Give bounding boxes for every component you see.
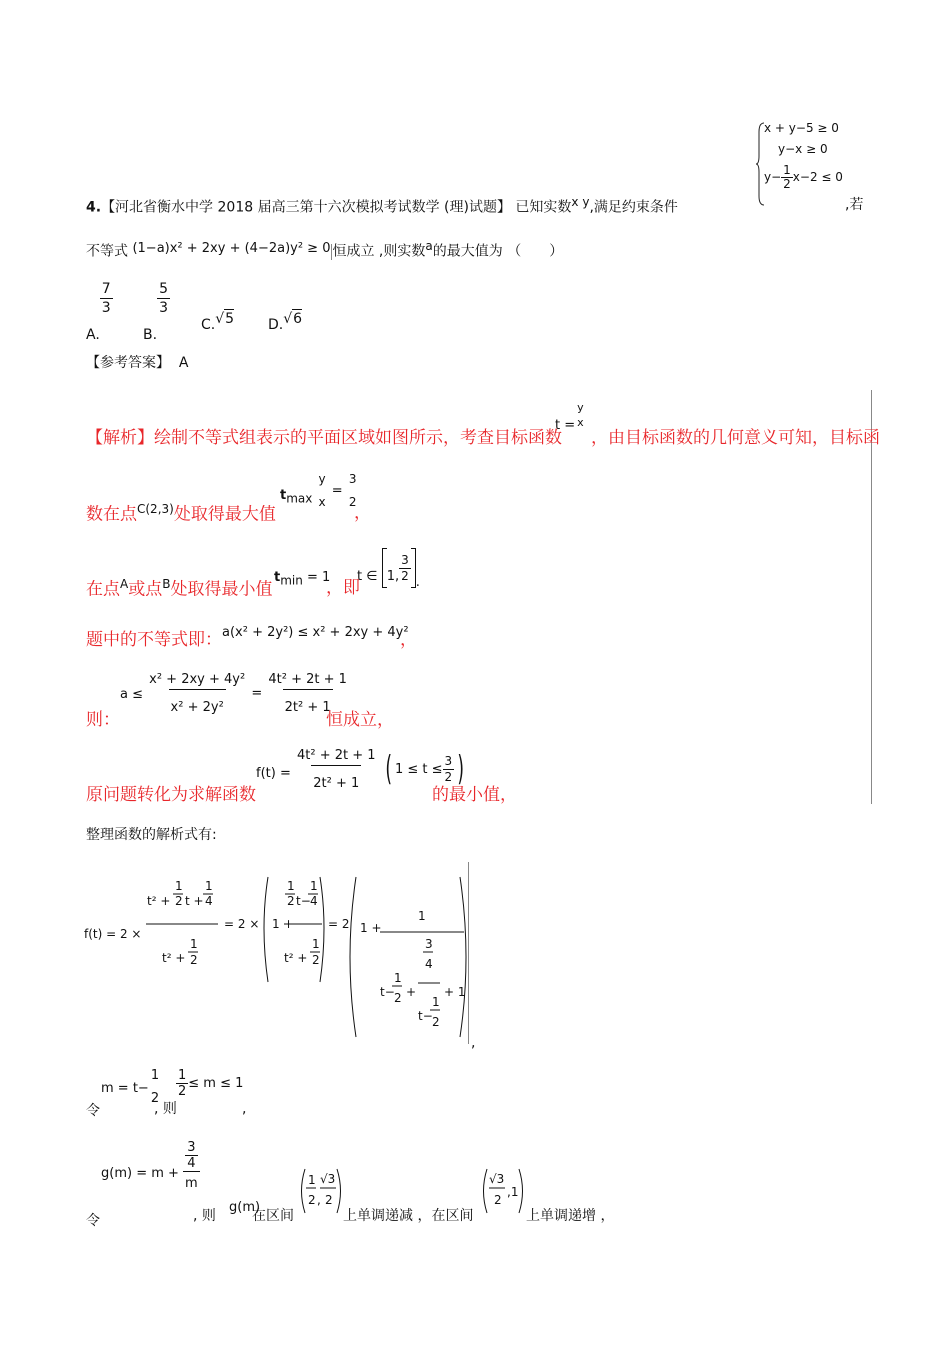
svg-text:4: 4 xyxy=(205,894,213,908)
work-heading: 整理函数的解析式有: xyxy=(86,827,217,843)
inequality-a-formula: a(x² + 2y²) ≤ x² + 2xy + 4y² xyxy=(222,625,409,640)
svg-text:2: 2 xyxy=(494,1193,502,1207)
svg-text:t² +: t² + xyxy=(162,951,186,965)
svg-text:3: 3 xyxy=(425,937,433,951)
tmin-formula: $t_{min} = 1$ xyxy=(274,570,331,588)
svg-text:t² +: t² + xyxy=(284,951,308,965)
svg-text:1: 1 xyxy=(312,937,320,951)
inequality-formula: (1−a)x² + 2xy + (4−2a)y² ≥ 0 xyxy=(132,240,331,256)
svg-text:= 2: = 2 xyxy=(328,917,350,931)
then-1: , 则 xyxy=(154,1101,177,1117)
svg-text:2: 2 xyxy=(312,953,320,967)
f-expanded-formula xyxy=(84,872,474,1042)
svg-text:+: + xyxy=(406,985,417,999)
svg-text:1 +: 1 + xyxy=(272,917,294,931)
svg-text:1: 1 xyxy=(310,879,318,893)
svg-text:2: 2 xyxy=(190,953,198,967)
option-c: C.√5 xyxy=(201,311,235,333)
solution-line-1b: ，由目标函数的几何意义可知，目标函 xyxy=(591,428,880,448)
svg-text:t−: t− xyxy=(380,985,395,999)
left-brace-icon xyxy=(756,122,766,206)
solution-line-5b: 恒成立， xyxy=(326,710,394,730)
svg-text:t−: t− xyxy=(296,894,311,908)
interval-text-1: 在区间 xyxy=(252,1208,294,1224)
ft-formula: f(t) = $\frac{\text{4t² + 2t + 1}}{\text{2t² + 1}}$ ( 1 ≤ t ≤ $\frac{3}{2}$ ) xyxy=(256,748,465,791)
tmax-formula: $t_{max}$ y x = 3 2 xyxy=(280,472,357,509)
svg-text:2: 2 xyxy=(325,1193,333,1207)
let-g-label: 令 xyxy=(86,1213,100,1229)
svg-text:2: 2 xyxy=(394,991,402,1005)
problem-number: 4. xyxy=(86,199,102,216)
t-definition: t = y x xyxy=(555,401,584,433)
svg-text:t−: t− xyxy=(418,1009,433,1023)
g-m-symbol: g(m) xyxy=(229,1200,261,1215)
svg-text:= 2 ×: = 2 × xyxy=(224,917,260,931)
solution-line-6: 原问题转化为求解函数 xyxy=(86,785,256,805)
m-range: $\frac{1}{2}$ ≤ m ≤ 1 xyxy=(178,1068,244,1099)
solution-line-2: 数在点$^{C(2,3)}$处取得最大值 xyxy=(86,502,276,525)
interval-sqrt3-one xyxy=(480,1166,526,1216)
interval-half-sqrt3 xyxy=(298,1166,344,1216)
solution-line-3b: ，即 xyxy=(326,578,360,598)
problem-tail: ,若 xyxy=(845,197,864,213)
svg-text:1: 1 xyxy=(190,937,198,951)
svg-text:1: 1 xyxy=(205,879,213,893)
g-definition: g(m) = m + 3 4 m xyxy=(101,1140,198,1191)
svg-text:,1: ,1 xyxy=(507,1185,519,1199)
solution-line-6b: 的最小值， xyxy=(432,785,517,805)
solution-line-3: 在点$^A$或点$^B$处取得最小值 xyxy=(86,577,273,600)
svg-text:4: 4 xyxy=(425,957,433,971)
interval-text-3: 上单调递增 ， xyxy=(526,1208,615,1224)
svg-text:2: 2 xyxy=(432,1015,440,1029)
svg-text:,: , xyxy=(317,1193,321,1207)
problem-line-1: 4.【河北省衡水中学 2018 届高三第十六次模拟考试数学 (理)试题】 已知实数$^{x y}$,满足约束条件 xyxy=(86,195,678,216)
svg-text:√3: √3 xyxy=(489,1172,505,1186)
option-a: A. $\frac{7}{3}$ xyxy=(86,281,111,343)
m-definition: m = t− 1 2 xyxy=(101,1068,160,1106)
then-2: , 则 xyxy=(193,1208,216,1224)
svg-text:1 +: 1 + xyxy=(360,921,382,935)
constraint-2: y−x ≥ 0 xyxy=(778,142,828,156)
svg-text:1: 1 xyxy=(175,879,183,893)
svg-text:f(t) = 2 ×: f(t) = 2 × xyxy=(84,927,142,941)
solution-line-1: 【解析】绘制不等式组表示的平面区域如图所示，考查目标函数 xyxy=(86,428,562,448)
svg-text:2: 2 xyxy=(175,894,183,908)
comma-1: ， xyxy=(354,503,371,523)
svg-text:1: 1 xyxy=(287,879,295,893)
comma-3: , xyxy=(471,1035,476,1051)
svg-text:1: 1 xyxy=(418,909,426,923)
let-m-label: 令 xyxy=(86,1103,100,1119)
svg-text:1: 1 xyxy=(394,971,402,985)
svg-text:+ 1: + 1 xyxy=(444,985,466,999)
t-interval: t ∈ 1, $\frac{3}{2}$ . xyxy=(357,548,420,588)
right-margin-rule xyxy=(871,390,872,804)
svg-text:t +: t + xyxy=(185,894,204,908)
option-b: B. $\frac{5}{3}$ xyxy=(143,281,168,343)
solution-line-5: 则： xyxy=(86,710,120,730)
problem-line-2: 不等式 (1−a)x² + 2xy + (4−2a)y² ≥ 0 恒成立 ,则实数$^a$的最大值为 （ ） xyxy=(86,239,564,260)
svg-text:t² +: t² + xyxy=(147,894,171,908)
problem-source: 【河北省衡水中学 2018 届高三第十六次模拟考试数学 (理)试题】 xyxy=(101,199,511,216)
svg-text:2: 2 xyxy=(308,1193,316,1207)
solution-line-4: 题中的不等式即： xyxy=(86,630,222,650)
constraint-3: y− $\frac{1}{2}$ x−2 ≤ 0 xyxy=(764,163,843,191)
option-d: D.√6 xyxy=(268,311,303,333)
svg-text:√3: √3 xyxy=(320,1172,336,1186)
svg-text:1: 1 xyxy=(308,1173,316,1187)
svg-text:1: 1 xyxy=(432,995,440,1009)
constraint-1: x + y−5 ≥ 0 xyxy=(764,121,839,135)
a-bound-formula: a ≤ $\frac{\text{x² + 2xy + 4y²}}{\text{x² + 2y²}}$ = $\frac{\text{4t² + 2t + 1}}{\text{2t² + 1}}$ xyxy=(120,672,347,715)
comma-2: ， xyxy=(400,630,417,650)
interval-text-2: 上单调递减 ，在区间 xyxy=(343,1208,474,1224)
svg-text:2: 2 xyxy=(287,894,295,908)
comma-4: , xyxy=(242,1101,247,1117)
svg-text:4: 4 xyxy=(310,894,318,908)
reference-answer: 【参考答案】 A xyxy=(86,355,189,371)
